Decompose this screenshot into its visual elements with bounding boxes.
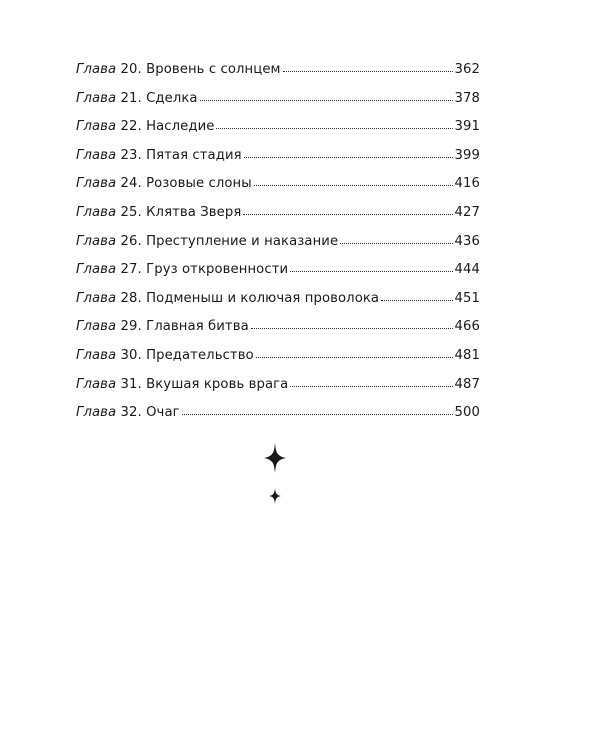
toc-leader-dots <box>182 414 453 415</box>
toc-chapter-title: 31. Вкушая кровь врага <box>120 376 289 392</box>
toc-leader-dots <box>244 157 453 158</box>
toc-chapter-title: 23. Пятая стадия <box>120 147 242 163</box>
toc-page-number: 451 <box>454 290 480 306</box>
toc-chapter-title: 26. Преступление и наказание <box>120 233 339 249</box>
toc-entry[interactable] <box>76 205 480 234</box>
toc-entry[interactable] <box>76 405 480 434</box>
toc-entry[interactable] <box>76 62 480 91</box>
toc-entry[interactable] <box>76 291 480 320</box>
toc-page-number: 427 <box>454 204 480 220</box>
toc-chapter-title: 24. Розовые слоны <box>120 176 252 192</box>
toc-chapter-prefix: Глава <box>76 176 117 192</box>
toc-leader-dots <box>290 271 452 272</box>
toc-page-number: 436 <box>454 233 480 249</box>
toc-leader-dots <box>243 214 452 215</box>
toc-leader-dots <box>200 100 453 101</box>
table-of-contents <box>76 62 480 434</box>
toc-leader-dots <box>256 357 453 358</box>
toc-page-number: 362 <box>454 62 480 77</box>
toc-leader-dots <box>290 386 452 387</box>
toc-chapter-title: 27. Груз откровенности <box>120 262 289 278</box>
toc-page-number: 500 <box>454 405 480 421</box>
toc-entry[interactable] <box>76 148 480 177</box>
toc-page-number: 399 <box>454 147 480 163</box>
toc-chapter-prefix: Глава <box>76 147 117 163</box>
toc-page-number: 416 <box>454 176 480 192</box>
toc-chapter-prefix: Глава <box>76 290 117 306</box>
toc-chapter-prefix: Глава <box>76 319 117 335</box>
toc-chapter-prefix: Глава <box>76 262 117 278</box>
toc-leader-dots <box>254 185 453 186</box>
toc-chapter-prefix: Глава <box>76 233 117 249</box>
toc-page-number: 391 <box>454 119 480 135</box>
toc-chapter-prefix: Глава <box>76 347 117 363</box>
toc-page-number: 444 <box>454 262 480 278</box>
toc-entry[interactable] <box>76 176 480 205</box>
toc-chapter-prefix: Глава <box>76 119 117 135</box>
toc-entry[interactable] <box>76 262 480 291</box>
toc-entry[interactable] <box>76 377 480 406</box>
four-point-star-icon <box>264 443 286 473</box>
toc-chapter-title: 32. Очаг <box>120 405 180 421</box>
toc-page-number: 466 <box>454 319 480 335</box>
toc-entry[interactable] <box>76 319 480 348</box>
toc-leader-dots <box>381 300 452 301</box>
toc-chapter-prefix: Глава <box>76 62 117 77</box>
toc-leader-dots <box>340 243 452 244</box>
toc-chapter-title: 25. Клятва Зверя <box>120 204 242 220</box>
toc-chapter-prefix: Глава <box>76 376 117 392</box>
toc-leader-dots <box>216 128 452 129</box>
toc-entry[interactable] <box>76 91 480 120</box>
toc-chapter-title: 28. Подменыш и колючая проволока <box>120 290 380 306</box>
toc-entry[interactable] <box>76 119 480 148</box>
toc-leader-dots <box>251 328 453 329</box>
toc-chapter-title: 29. Главная битва <box>120 319 249 335</box>
toc-chapter-prefix: Глава <box>76 405 117 421</box>
toc-entry[interactable] <box>76 234 480 263</box>
toc-chapter-prefix: Глава <box>76 204 117 220</box>
toc-page-number: 378 <box>454 90 480 106</box>
toc-chapter-prefix: Глава <box>76 90 117 106</box>
four-point-star-icon <box>269 488 281 504</box>
toc-leader-dots <box>283 71 453 72</box>
toc-page-number: 481 <box>454 347 480 363</box>
toc-entry[interactable] <box>76 348 480 377</box>
toc-chapter-title: 20. Вровень с солнцем <box>120 62 281 77</box>
toc-chapter-title: 21. Сделка <box>120 90 198 106</box>
toc-page-number: 487 <box>454 376 480 392</box>
toc-chapter-title: 22. Наследие <box>120 119 215 135</box>
toc-chapter-title: 30. Предательство <box>120 347 254 363</box>
